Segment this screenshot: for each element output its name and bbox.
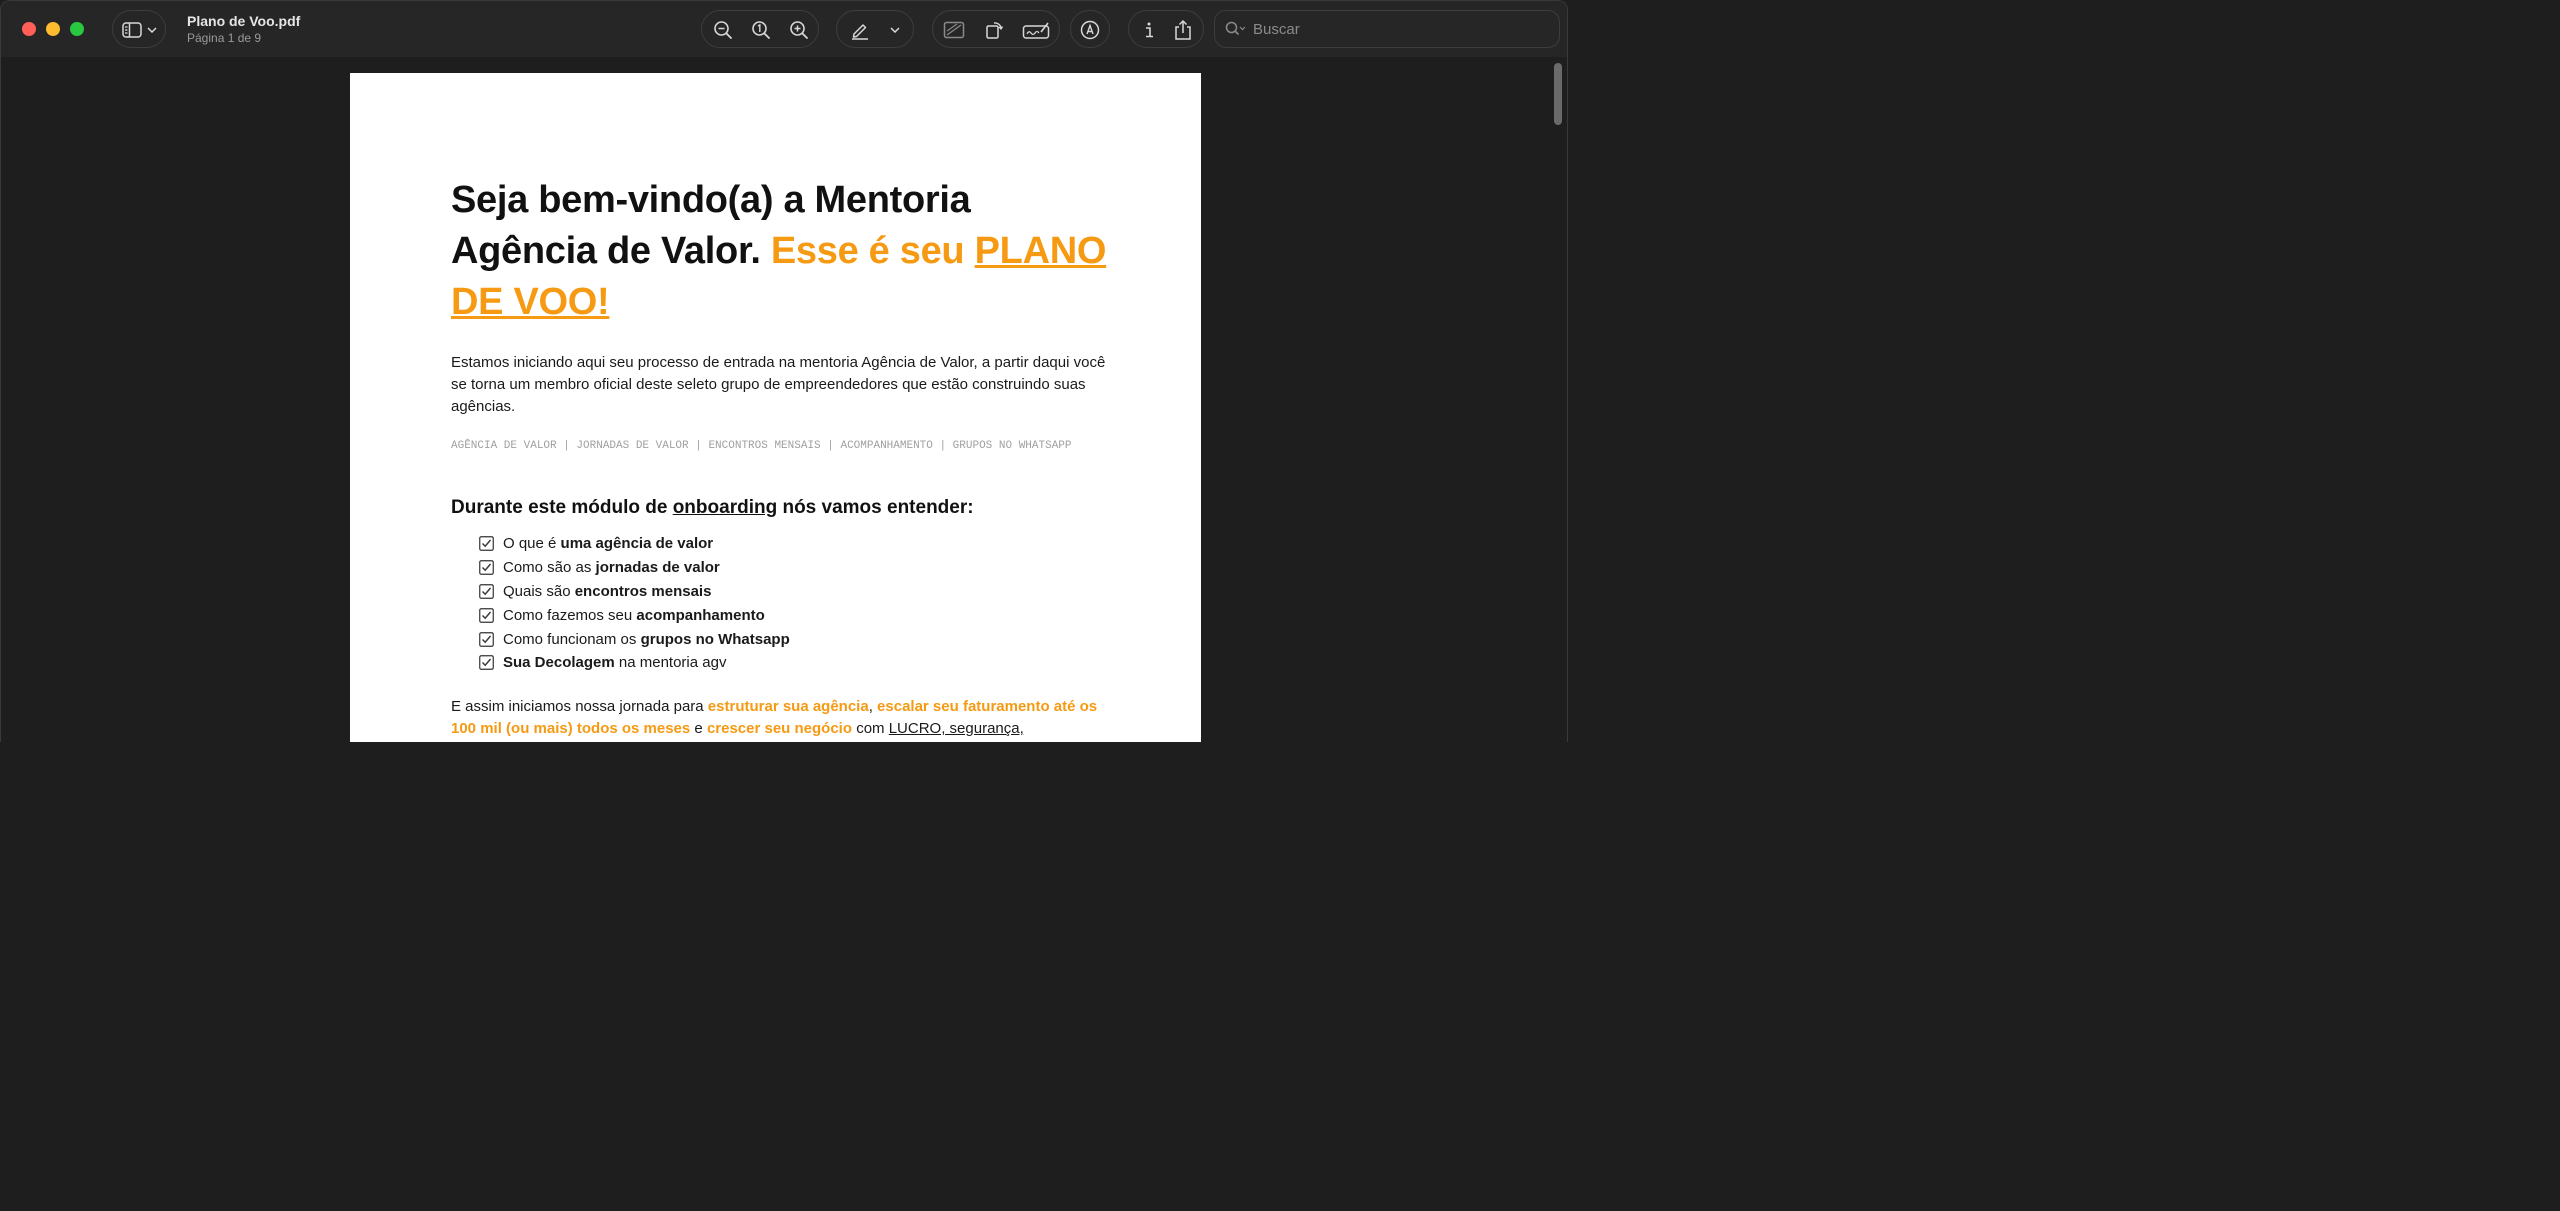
checkbox-checked-icon[interactable] xyxy=(479,632,494,647)
zoom-in-icon xyxy=(789,20,809,40)
pdf-page xyxy=(350,73,1201,742)
checklist-item xyxy=(479,532,1099,556)
checklist-item xyxy=(479,556,1099,580)
close-window-button[interactable] xyxy=(22,22,36,36)
zoom-in-button[interactable] xyxy=(784,11,814,49)
signature-button[interactable] xyxy=(1019,11,1053,49)
actual-size-icon xyxy=(751,20,771,40)
document-title: Plano de Voo.pdf xyxy=(187,13,301,29)
item-text: Como funcionam os xyxy=(503,630,637,648)
closing-comma: , xyxy=(868,698,873,715)
highlight-options-button[interactable] xyxy=(883,11,907,49)
crop-icon xyxy=(943,21,965,39)
search-field[interactable] xyxy=(1214,10,1560,48)
checkbox-checked-icon[interactable] xyxy=(479,560,494,575)
info-button[interactable] xyxy=(1135,11,1163,49)
scrollbar-thumb[interactable] xyxy=(1554,63,1562,125)
closing-paragraph xyxy=(451,696,1111,740)
edit-group xyxy=(932,10,1060,48)
checkbox-checked-icon[interactable] xyxy=(479,655,494,670)
item-text: na mentoria agv xyxy=(618,654,727,672)
section-heading xyxy=(451,497,1111,519)
share-button[interactable] xyxy=(1169,11,1197,49)
closing-highlight: estruturar sua agência xyxy=(707,698,869,715)
heading-highlight: Esse é seu xyxy=(770,230,965,272)
checklist-item xyxy=(479,627,1099,651)
item-bold: jornadas de valor xyxy=(595,559,720,577)
minimize-window-button[interactable] xyxy=(46,22,60,36)
share-icon xyxy=(1174,19,1192,41)
item-text: Quais são xyxy=(503,582,571,600)
zoom-out-button[interactable] xyxy=(708,11,738,49)
highlighter-icon xyxy=(850,20,870,40)
toolbar xyxy=(1,1,1567,57)
rotate-button[interactable] xyxy=(979,11,1009,49)
chevron-down-icon xyxy=(890,27,900,33)
tags-line: AGÊNCIA DE VALOR | JORNADAS DE VALOR | ENCONTROS MENSAIS | ACOMPANHAMENTO | GRUPOS NO WHATSAPP xyxy=(451,440,1072,452)
closing-underlined: LUCRO, segurança, xyxy=(888,720,1024,737)
page-indicator: Página 1 de 9 xyxy=(187,31,262,45)
info-share-group xyxy=(1128,10,1204,48)
crop-button[interactable] xyxy=(939,11,969,49)
checklist-item xyxy=(479,603,1099,627)
item-text: O que é xyxy=(503,535,557,553)
intro-paragraph: Estamos iniciando aqui seu processo de entrada na mentoria Agência de Valor, a partir daqui você se torna um membro oficial deste seleto grupo de empreendedores que estão construindo suas agências. xyxy=(451,354,1106,415)
rotate-icon xyxy=(984,20,1004,40)
section-heading-text-end: nós vamos entender: xyxy=(782,497,974,518)
item-text: Como são as xyxy=(503,559,592,577)
item-bold: encontros mensais xyxy=(574,582,712,600)
checkbox-checked-icon[interactable] xyxy=(479,608,494,623)
item-bold: uma agência de valor xyxy=(560,535,714,553)
closing-text: E assim iniciamos nossa jornada para xyxy=(451,698,704,715)
markup-icon xyxy=(1075,11,1105,49)
closing-highlight: escalar seu faturamento até os 100 mil (ou mais) todos os meses xyxy=(451,698,1098,737)
markup-button[interactable] xyxy=(1070,10,1110,48)
vertical-scrollbar[interactable] xyxy=(1553,59,1563,742)
closing-text: e xyxy=(694,720,703,737)
closing-highlight: crescer seu negócio xyxy=(706,720,853,737)
sidebar-icon xyxy=(121,11,143,49)
item-bold: acompanhamento xyxy=(636,606,765,624)
page-heading xyxy=(451,175,1111,328)
checkbox-checked-icon[interactable] xyxy=(479,584,494,599)
search-input[interactable] xyxy=(1253,11,1543,47)
heading-text: Seja bem-vindo(a) a Mentoria Agência de Valor. xyxy=(451,179,971,272)
item-text: Como fazemos seu xyxy=(503,606,633,624)
item-bold: Sua Decolagem xyxy=(503,654,615,672)
info-icon xyxy=(1143,20,1155,40)
highlight-group xyxy=(836,10,914,48)
chevron-down-icon xyxy=(145,11,159,49)
checklist-item xyxy=(479,651,1099,675)
onboarding-link[interactable]: onboarding xyxy=(672,497,778,518)
signature-icon xyxy=(1022,21,1050,39)
search-icon xyxy=(1225,21,1247,37)
preview-window xyxy=(0,0,1568,742)
item-bold: grupos no Whatsapp xyxy=(640,630,790,648)
checklist-item xyxy=(479,580,1099,604)
zoom-out-icon xyxy=(713,20,733,40)
sidebar-toggle-button[interactable] xyxy=(112,10,166,48)
checklist xyxy=(479,532,1099,675)
closing-text: com xyxy=(856,720,885,737)
highlight-button[interactable] xyxy=(845,11,875,49)
zoom-group xyxy=(701,10,819,48)
checkbox-checked-icon[interactable] xyxy=(479,536,494,551)
actual-size-button[interactable] xyxy=(746,11,776,49)
maximize-window-button[interactable] xyxy=(70,22,84,36)
section-heading-text: Durante este módulo de xyxy=(451,497,668,518)
heading-link[interactable]: PLANO DE VOO! xyxy=(451,230,1107,323)
